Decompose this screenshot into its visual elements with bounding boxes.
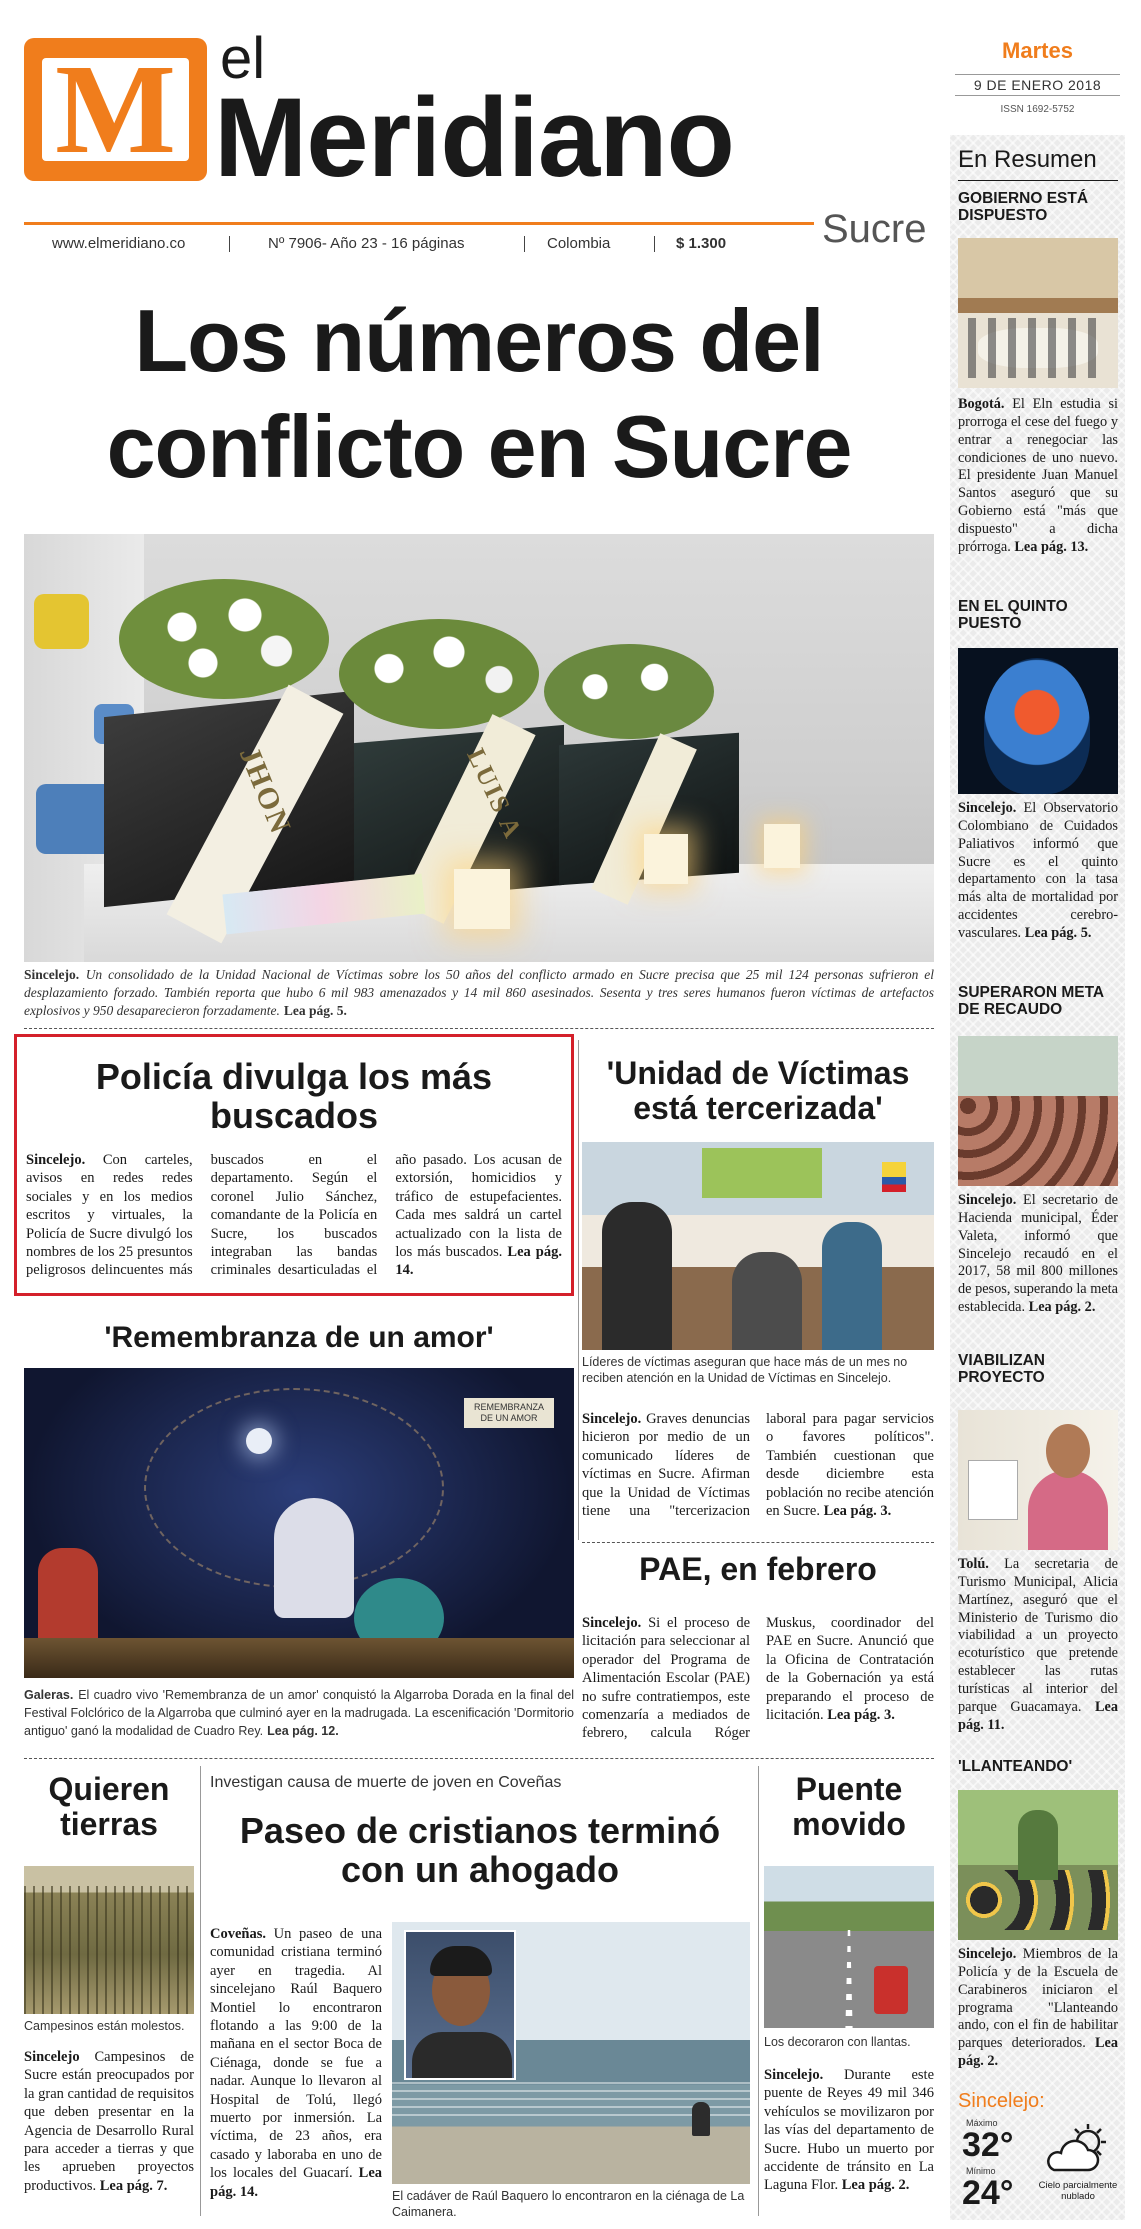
puente-body [764,2066,934,2195]
portrait-shirt [412,2032,512,2080]
photo-candle-2 [644,834,688,884]
remembranza-caption [24,1686,574,1740]
remembranza-text: El cuadro vivo 'Remembranza de un amor' conquistó la Algarroba Dorada en la final del Festival Folclórico de la Algarroba que culminó ayer en la madrugada. La escenificación 'Dormitorio antiguo' ganó la modalidad de Cuadro Rey. [24,1688,575,1738]
column-rule [758,1766,759,2216]
photo-people [958,1096,1118,1186]
paseo-ref: Lea pág. 14. [210,2165,383,2200]
policia-body [26,1151,562,1281]
photo-bus [874,1966,908,2014]
sidebar-item-place: Sincelejo. [958,1192,1017,1208]
logo-letter: M [55,38,176,180]
tierras-body [24,2048,194,2195]
photo-flowers-3 [544,644,714,739]
unidad-headline: 'Unidad de Víctimas está tercerizada' [606,1055,910,1126]
masthead-name-big: Meridiano [214,75,734,200]
sidebar-item-heading: SUPERARON META DE RECAUDO [958,984,1104,1019]
sidebar-item-body: El Observatorio Colombiano de Cuidados Paliativos informó que Sucre es el quinto departamento con la tasa más alta de mortalidad por accidentes cerebro-vasculares. [958,800,1118,942]
photo-sign: REMEMBRANZA DE UN AMOR [464,1398,554,1428]
sidebar-item-place: Bogotá. [958,396,1005,412]
sidebar-photo-brain [958,648,1118,794]
masthead-issn: ISSN 1692-5752 [1000,104,1075,115]
photo-person-in-water [692,2102,710,2136]
sidebar-photo-woman [958,1410,1118,1550]
sidebar-item-text [958,396,1118,557]
photo-chairs [968,318,1108,378]
unidad-caption: Líderes de víctimas aseguran que hace más de un mes no reciben atención en la Unidad de Víctimas en Sincelejo. [582,1355,908,1386]
photo-banner [702,1148,822,1198]
pae-ref: Lea pág. 3. [827,1707,895,1724]
unidad-place: Sincelejo. [582,1411,642,1427]
sidebar-item-body: El secretario de Hacienda municipal, Éder Valeta, informó que Sincelejo recaudó en el 2017, 58 mil 800 millones de pesos, superando la meta establecida. [958,1192,1118,1316]
masthead-logo [24,38,207,181]
masthead-name-small: el [220,26,266,91]
pae-place: Sincelejo. [582,1615,642,1631]
sidebar-item-place: Sincelejo. [958,1946,1017,1962]
masthead-date: 9 DE ENERO 2018 [955,74,1120,96]
paseo-place: Coveñas. [210,1926,266,1942]
photo-head [984,658,1090,794]
pae-headline: PAE, en febrero [639,1551,877,1587]
unidad-body [582,1410,934,1530]
photo-candle-3 [764,824,800,868]
photo-officer [1018,1810,1058,1880]
photo-flowers-2 [339,619,539,729]
masthead-orange-rule [24,222,814,225]
column-rule [200,1766,201,2216]
tierras-photo-field [24,1866,194,2014]
puente-ref: Lea pág. 2. [841,2177,910,2194]
photo-woman-body [1028,1470,1108,1550]
policia-headline: Policía divulga los más buscados [95,1056,493,1136]
weather-city: Sincelejo: [958,2090,1045,2112]
sidebar-photo-meeting-room [958,238,1118,388]
remembranza-place: Galeras. [24,1688,74,1702]
photo-candle-1 [454,869,510,929]
tierras-place: Sincelejo [24,2049,80,2065]
weather-min-value: 24° [962,2174,1014,2212]
paseo-headline: Paseo de cristianos terminó con un ahogado [239,1810,721,1890]
lead-headline-line1: Los números del [134,291,824,390]
photo-person-2 [732,1252,802,1350]
paseo-photo-portrait [404,1930,516,2080]
sidebar-title: En Resumen [958,146,1097,173]
bottom-separator [24,1758,934,1759]
paseo-kicker: Investigan causa de muerte de joven en Coveñas [210,1774,562,1791]
photo-stalks [24,1886,194,2014]
lead-caption-ref: Lea pág. 5. [283,1003,347,1018]
lead-photo-caskets-candles [24,534,934,962]
tierras-headline: Quieren tierras [48,1771,170,1842]
sidebar-title-rule [958,180,1118,181]
photo-person-3 [822,1222,882,1350]
sidebar-item-heading: 'LLANTEANDO' [958,1758,1073,1775]
sidebar-item-ref: Lea pág. 2. [958,2035,1118,2070]
info-divider [229,236,230,252]
unidad-ref: Lea pág. 3. [823,1503,892,1520]
tierras-text: Campesinos de Sucre están preocupados por la gran cantidad de requisitos que deben presentar en la Agencia de Desarrollo Rural para acceder a tierras y que les aprueben proyectos productivos. [24,2049,194,2194]
lead-headline [24,288,934,500]
sidebar-item-text [958,1556,1118,1735]
photo-white-figure [274,1498,354,1618]
sidebar-item-body: Miembros de la Policía y de la Escuela de Carabineros iniciaron el programa "Llanteando ando, con el fin de habilitar parques deteriorados. [958,1946,1119,2052]
masthead-price: $ 1.300 [676,235,727,252]
masthead-day: Martes [1002,38,1073,63]
lead-caption-place: Sincelejo. [24,967,80,982]
paseo-text: Un paseo de una comunidad cristiana terminó ayer en tragedia. Al sincelejano Raúl Baquero Montiel lo encontraron flotando a las 9:00 de la mañana en el sector Boca de Ciénaga, donde se fue a nadar. Aunque lo llevaron al Hospital de Tolú, llegó muerto por inmersión. La víctima, de 23 años, era casado y laboraba en uno de los locales del Guacarí. [210,1926,383,2182]
policia-text: Con carteles, avisos en redes redes sociales y en los medios escritos y virtuales, la Policía de Sucre divulgó los nombres de los 25 presuntos peligrosos delincuentes más buscados en el departamento. Según el coronel Julio Sánchez, comandante de la Policía en Sucre, los buscados integraban las bandas criminales desarticuladas el año pasado. Los acusan de extorsión, homicidios y tráfico de estupefacientes. Cada mes saldrá un cartel actualizado con la lista de los más buscados. [26,1152,562,1279]
sidebar-item-body: La secretaria de Turismo Municipal, Alicia Martínez, aseguró que el Ministerio de Turismo dio viabilidad a un proyecto ecoturístico que pretende establecer las rutas turísticas al interior del parque Guacamaya. [958,1556,1118,1715]
sidebar-item-ref: Lea pág. 11. [958,1698,1118,1733]
remembranza-headline: 'Remembranza de un amor' [104,1321,494,1354]
photo-ground [24,1638,574,1678]
lead-headline-line2: conflicto en Sucre [106,397,852,496]
masthead-website: www.elmeridiano.co [52,235,186,252]
sidebar-item-heading: GOBIERNO ESTÁ DISPUESTO [958,190,1089,225]
tierras-ref: Lea pág. 7. [99,2177,168,2194]
unidad-photo-meeting [582,1142,934,1350]
sidebar-item-place: Sincelejo. [958,800,1017,816]
puente-headline: Puente movido [792,1771,906,1842]
info-divider [654,236,655,252]
paseo-caption: El cadáver de Raúl Baquero lo encontraron en la ciénaga de La Caimanera. [392,2189,745,2220]
photo-person-1 [602,1202,672,1350]
weather-condition: Cielo parcialmente nublado [1038,2180,1118,2203]
photo-papers [968,1460,1018,1520]
sidebar-item-text [958,800,1118,943]
column-rule [578,1040,579,1540]
photo-ribbon-1-text: JHON [232,742,298,840]
photo-ribbon-2-text: LUIS A [461,743,529,844]
sidebar-item-ref: Lea pág. 2. [1028,1299,1096,1316]
pae-text: Si el proceso de licitación para seleccionar al operador del Programa de Alimentación Escolar (PAE) no sufre contratiempos, este comenzaría a mediados de febrero, calcula Róger Muskus, coordinador del PAE en Sucre. Anunció que la Oficina de Contratación de la Gobernación ya está preparando el proceso de licitación. [582,1615,934,1742]
remembranza-photo-folk-scene [24,1368,574,1678]
masthead-edition: Nº 7906- Año 23 - 16 páginas [268,235,465,252]
paseo-body [210,1925,382,2201]
puente-photo-highway [764,1866,934,2028]
portrait-hair [430,1946,492,1976]
weather-max-value: 32° [962,2126,1014,2164]
policia-ref: Lea pág. 14. [395,1244,562,1279]
sidebar-item-ref: Lea pág. 13. [1014,538,1089,555]
sidebar-item-place: Tolú. [958,1556,989,1572]
weather-min-label: Mínimo [966,2166,996,2176]
pae-separator [582,1542,934,1543]
sidebar-item-heading: EN EL QUINTO PUESTO [958,598,1068,633]
sidebar-item-ref: Lea pág. 5. [1024,925,1092,942]
remembranza-ref: Lea pág. 12. [267,1724,339,1738]
lead-caption [24,966,934,1020]
masthead-country: Colombia [547,235,611,252]
tierras-caption: Campesinos están molestos. [24,2019,185,2033]
lead-separator [24,1028,934,1029]
masthead-info-bar [24,233,744,255]
masthead-region: Sucre [822,207,927,251]
photo-woman-face [1046,1424,1090,1478]
photo-road-lines [819,1930,879,2028]
sidebar-item-text [958,1192,1118,1317]
info-divider [524,236,525,252]
policia-place: Sincelejo. [26,1152,86,1168]
puente-text: Durante este puente de Reyes 49 mil 346 vehículos se movilizaron por las vías del departamento de Sucre. Hubo un muerto por accidente de tránsito en La Laguna Flor. [764,2067,935,2194]
partly-cloudy-icon [1040,2122,1112,2178]
sidebar-item-heading: VIABILIZAN PROYECTO [958,1352,1045,1387]
sidebar-item-body: El Eln estudia si prorroga el cese del fuego y entrar a renegociar las condiciones de uno nuevo. El presidente Juan Manuel Santos aseguró que su Gobierno está "más que dispuesto" a dicha prórroga. [958,396,1118,555]
lead-caption-text: Un consolidado de la Unidad Nacional de Víctimas sobre los 50 años del conflicto armado en Sucre precisa que 25 mil 124 personas sufrieron el desplazamiento forzado. También reporta que hubo 6 mil 983 amenazados y 14 mil 860 asesinados. Sesenta y tres seres humanos fueron víctimas de artefactos explosivos y 950 desaparecieron forzadamente. [24,967,934,1018]
sidebar-photo-tire-park [958,1790,1118,1940]
pae-body [582,1614,934,1744]
photo-puzzle-yellow [34,594,89,649]
sidebar-item-text [958,1946,1118,2071]
sidebar-photo-audience [958,1036,1118,1186]
weather-max-label: Máximo [966,2118,998,2128]
puente-caption: Los decoraron con llantas. [764,2035,911,2049]
photo-flowers-1 [119,579,329,699]
unidad-text: Graves denuncias hicieron por medio de un comunicado líderes de víctimas en Sucre. Afirman que la Unidad de Víctimas tiene una "tercerizacion laboral para pagar servicios o favores políticos". También cuestionan que desde diciembre esta población no recibe atención en Sucre. [582,1411,934,1520]
puente-place: Sincelejo. [764,2067,824,2083]
photo-flag [882,1162,906,1192]
